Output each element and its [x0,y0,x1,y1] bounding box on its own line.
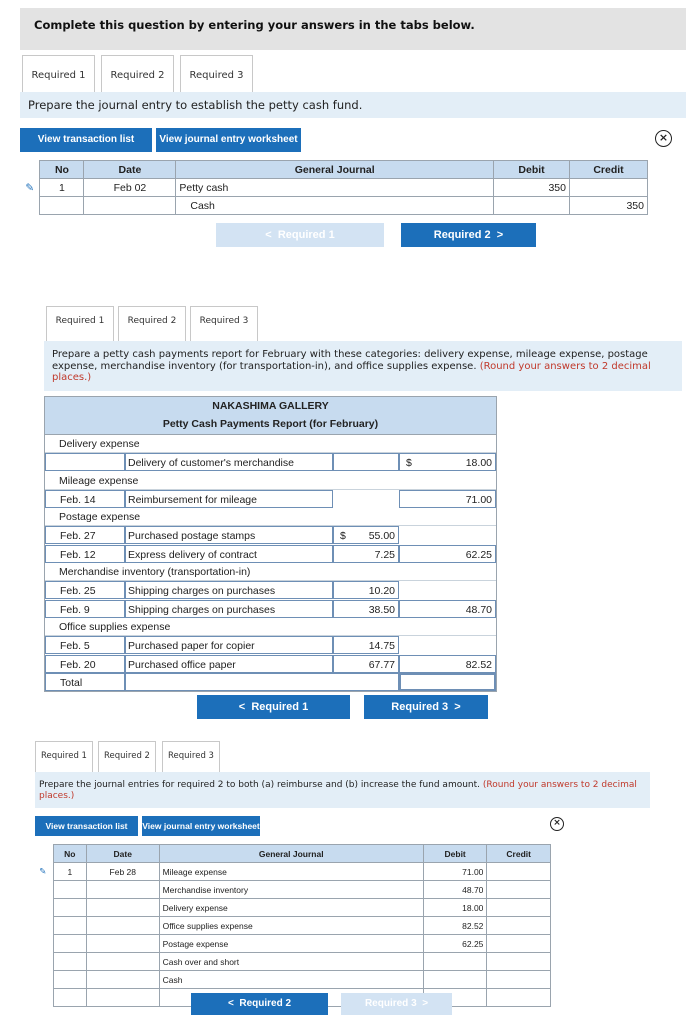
list-item [45,581,496,599]
col-date: Date [84,161,176,179]
amount-input[interactable]: 67.77 [333,655,399,673]
date-input[interactable]: Feb. 5 [45,636,125,654]
list-item [45,600,496,618]
list-item [45,636,496,654]
section2-instruction: Prepare a petty cash payments report for February with these categories: delivery expense, mileage expense, postage expense, merchandise inventory (for transportation-in), and office supplies expense. (Round your answers to 2 decimal places.) [44,341,682,391]
description-input[interactable]: Shipping charges on purchases [125,600,333,618]
tab-required-3[interactable]: Required 3 [162,741,220,773]
total-input[interactable]: 71.00 [399,490,496,508]
grand-total-input[interactable] [399,673,496,691]
close-icon[interactable]: × [550,817,564,831]
category-label: Office supplies expense [59,620,171,633]
table-row[interactable]: Merchandise inventory 48.70 [33,881,551,899]
list-item [45,545,496,563]
col-no: No [40,161,84,179]
report-header [45,397,496,435]
date-input[interactable]: Feb. 12 [45,545,125,563]
petty-cash-report [44,396,497,692]
pencil-icon[interactable]: ✎ [25,181,35,194]
amount-input[interactable]: 7.25 [333,545,399,563]
total-row [45,673,496,691]
table-row[interactable]: ✎ 1 Feb 28 Mileage expense 71.00 [33,863,551,881]
journal-table-3 [33,844,551,1007]
table-row[interactable]: Delivery expense 18.00 [33,899,551,917]
table-row[interactable]: ✎ 1 Feb 02 Petty cash 350 [20,179,648,197]
banner-text: Complete this question by entering your answers in the tabs below. [34,18,475,32]
col-credit: Credit [570,161,648,179]
tab-required-2[interactable]: Required 2 [98,741,156,773]
list-item [45,526,496,544]
description-input[interactable]: Express delivery of contract [125,545,333,563]
report-title: Petty Cash Payments Report (for February) [162,418,379,430]
table-row[interactable]: Office supplies expense 82.52 [33,917,551,935]
amount-input[interactable]: 38.50 [333,600,399,618]
col-debit: Debit [494,161,570,179]
col-general-journal: General Journal [176,161,494,179]
prev-required-1-button[interactable]: < Required 1 [197,695,350,719]
view-journal-worksheet-button[interactable]: View journal entry worksheet [142,816,260,836]
tab-required-3[interactable]: Required 3 [180,55,253,93]
tab-required-1[interactable]: Required 1 [46,306,114,342]
date-input[interactable]: Feb. 27 [45,526,125,544]
total-input[interactable]: 82.52 [399,655,496,673]
next-required-2-button[interactable]: Required 2 > [401,223,536,247]
amount-input[interactable]: 10.20 [333,581,399,599]
list-item [45,490,496,508]
description-input[interactable]: Purchased postage stamps [125,526,333,544]
date-input[interactable] [45,453,125,471]
description-input[interactable]: Delivery of customer's merchandise [125,453,333,471]
description-input[interactable]: Shipping charges on purchases [125,581,333,599]
tab-required-2[interactable]: Required 2 [101,55,174,93]
total-label: Total [45,673,125,691]
total-input[interactable]: $ 18.00 [399,453,496,471]
amount-input[interactable]: $ 55.00 [333,526,399,544]
category-label: Postage expense [59,511,141,524]
col-date: Date [86,845,159,863]
date-input[interactable]: Feb. 25 [45,581,125,599]
next-required-3-button[interactable]: Required 3 > [341,993,452,1015]
col-credit: Credit [487,845,551,863]
instruction-banner [20,8,686,50]
category-label: Mileage expense [59,474,139,487]
description-input[interactable]: Reimbursement for mileage [125,490,333,508]
table-row[interactable]: Postage expense 62.25 [33,935,551,953]
pencil-icon[interactable]: ✎ [39,866,47,876]
date-input[interactable]: Feb. 14 [45,490,125,508]
company-name: NAKASHIMA GALLERY [212,400,329,412]
amount-input[interactable]: 14.75 [333,636,399,654]
date-input[interactable]: Feb. 20 [45,655,125,673]
table-row[interactable]: Cash 350 [20,197,648,215]
col-no: No [53,845,86,863]
tab-required-3[interactable]: Required 3 [190,306,258,342]
date-input[interactable]: Feb. 9 [45,600,125,618]
col-general-journal: General Journal [159,845,423,863]
table-row[interactable]: Cash [33,971,551,989]
view-transaction-list-button[interactable]: View transaction list [35,816,138,836]
prev-required-2-button[interactable]: < Required 2 [191,993,328,1015]
prev-required-1-button[interactable]: < Required 1 [216,223,384,247]
tab-required-1[interactable]: Required 1 [35,741,93,773]
col-debit: Debit [423,845,487,863]
view-transaction-list-button[interactable]: View transaction list [20,128,152,152]
total-input[interactable]: 62.25 [399,545,496,563]
view-journal-worksheet-button[interactable]: View journal entry worksheet [156,128,301,152]
section3-instruction: Prepare the journal entries for required 2 to both (a) reimburse and (b) increase the fund amount. (Round your answers to 2 decimal places.) [35,772,650,808]
amount-input[interactable] [333,453,399,471]
journal-table-1 [20,160,648,215]
next-required-3-button[interactable]: Required 3 > [364,695,488,719]
total-input[interactable]: 48.70 [399,600,496,618]
category-label: Merchandise inventory (transportation-in) [59,566,251,579]
description-input[interactable]: Purchased office paper [125,655,333,673]
tab-required-2[interactable]: Required 2 [118,306,186,342]
section1-instruction: Prepare the journal entry to establish the petty cash fund. [20,92,686,118]
list-item [45,655,496,673]
tab-required-1[interactable]: Required 1 [22,55,95,93]
close-icon[interactable]: × [655,130,672,147]
list-item [45,453,496,471]
category-label: Delivery expense [59,438,140,450]
table-row[interactable]: Cash over and short [33,953,551,971]
description-input[interactable]: Purchased paper for copier [125,636,333,654]
